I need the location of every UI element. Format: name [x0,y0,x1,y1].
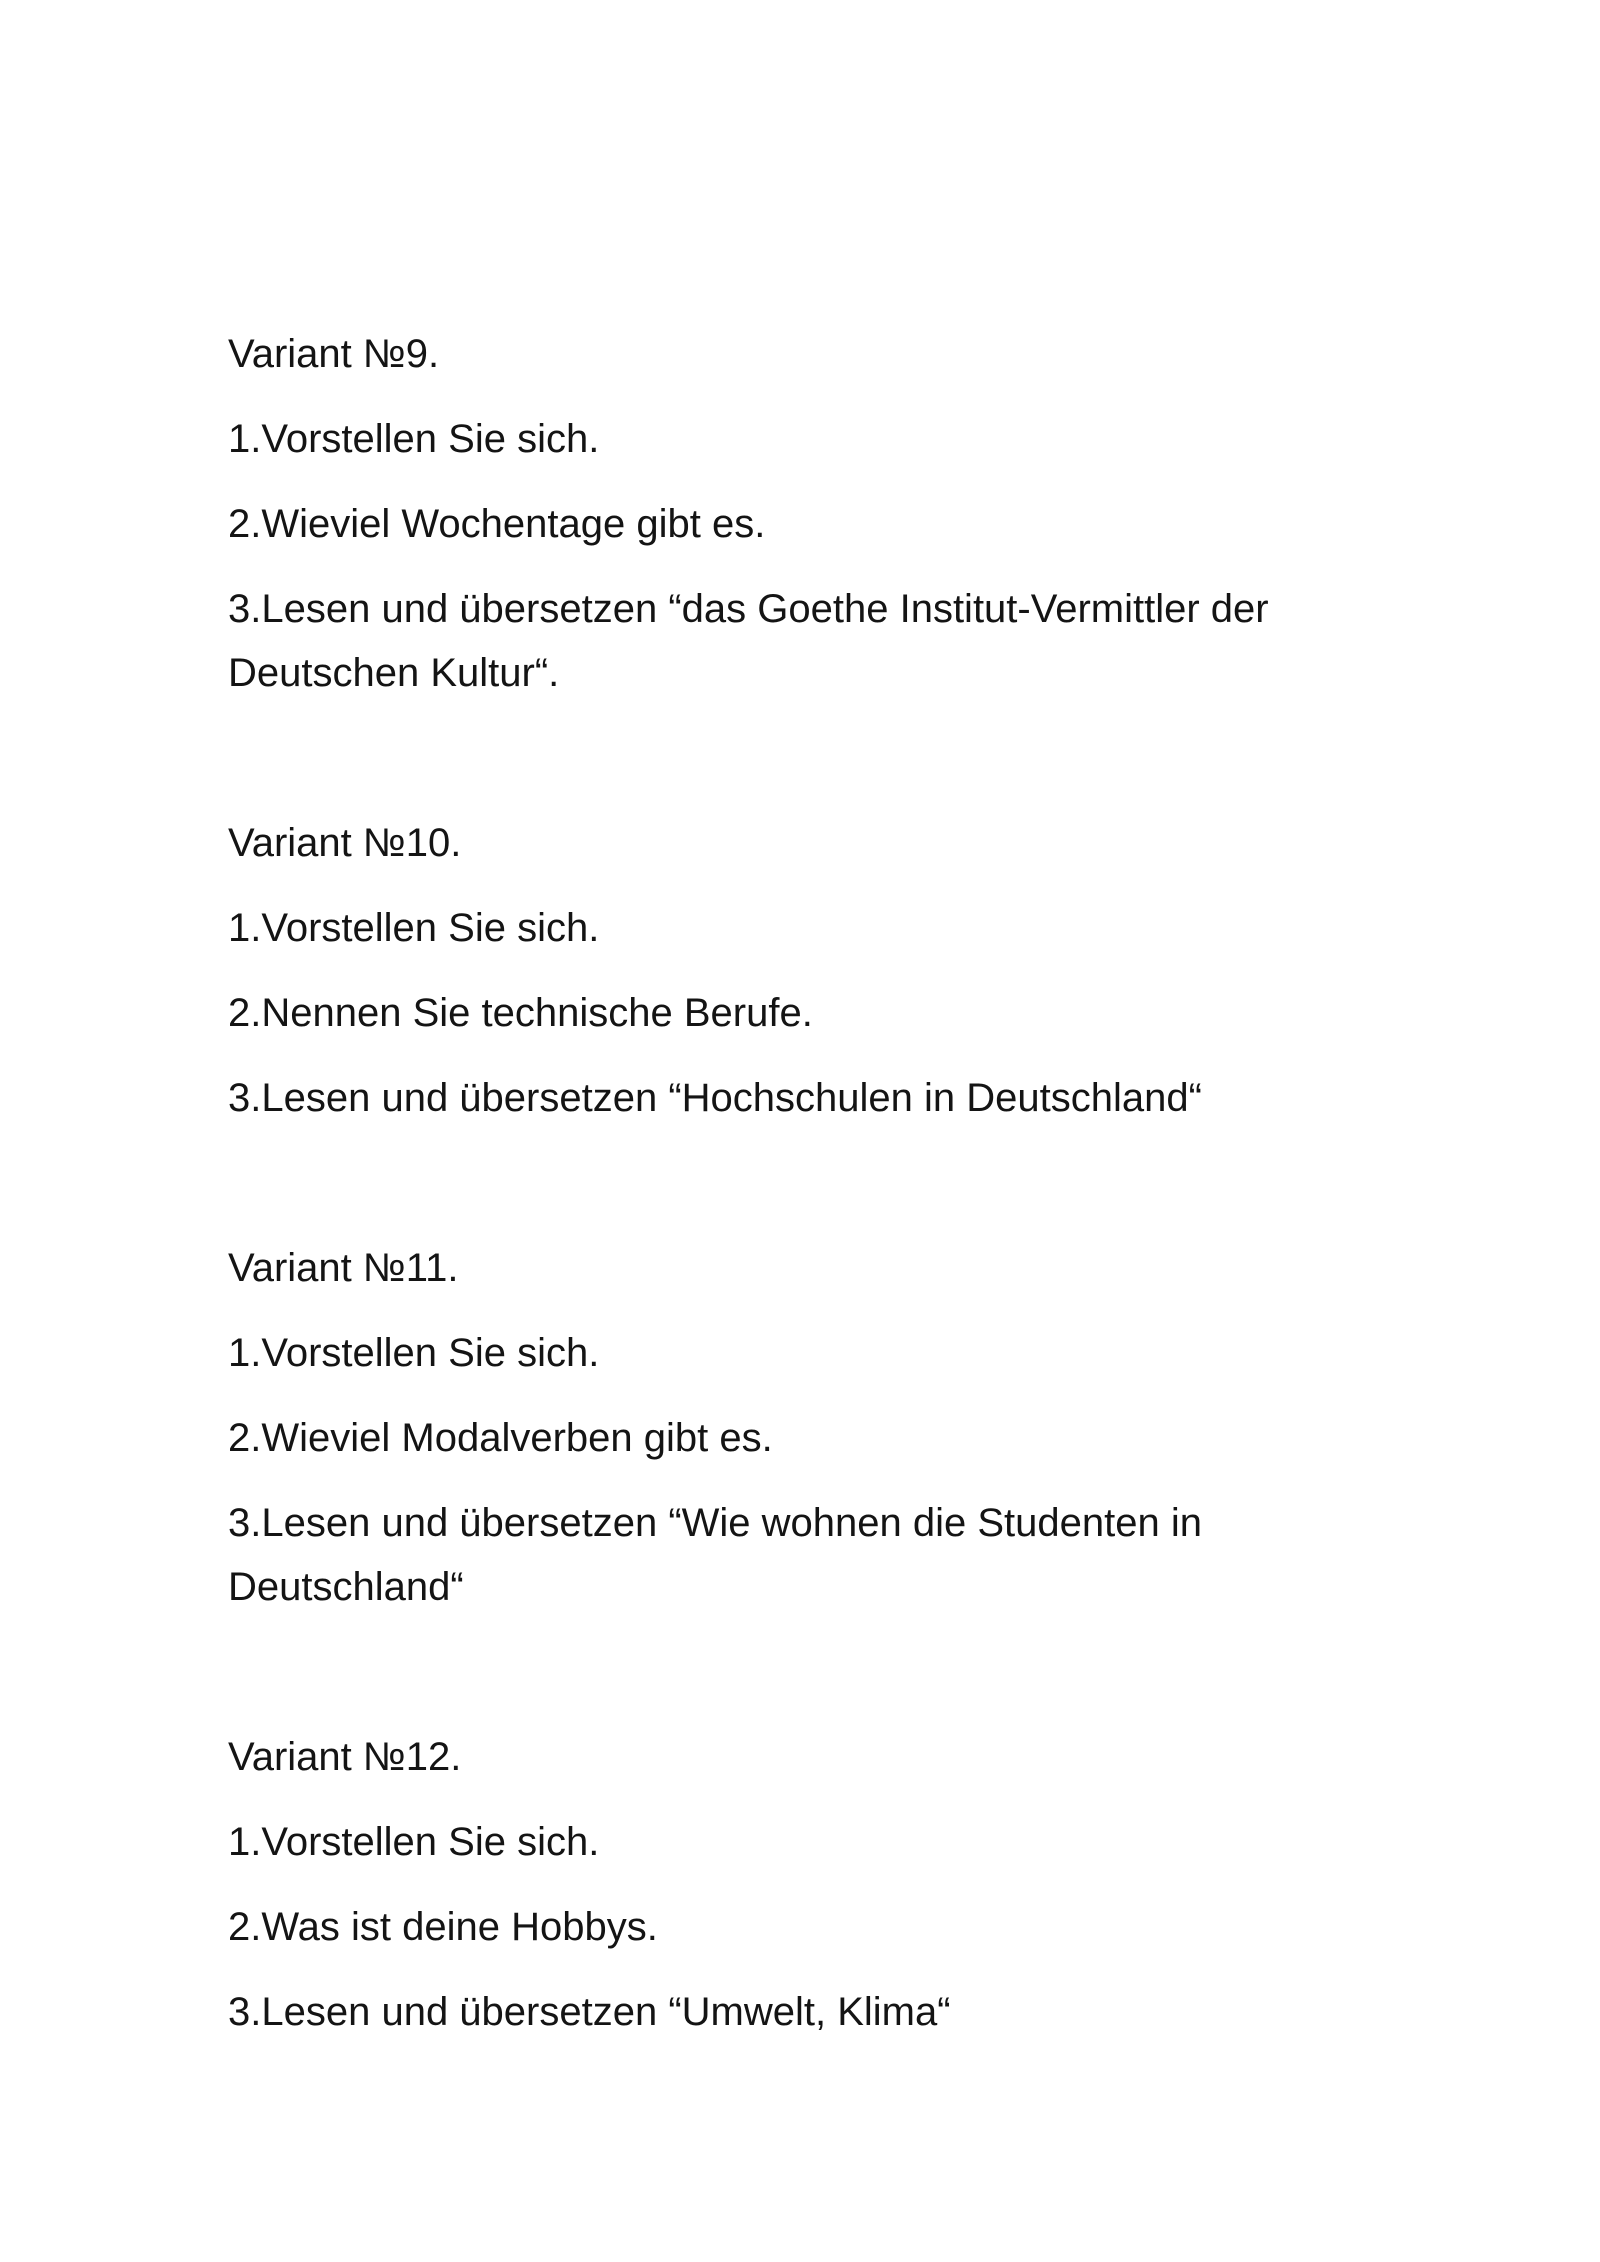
variant-title: Variant №12. [228,1735,462,1779]
document-body [228,322,1428,2044]
task-item: 3.Lesen und übersetzen “Umwelt, Klima“ [228,1990,951,2034]
variant-title: Variant №10. [228,821,462,865]
task-item: 2.Nennen Sie technische Berufe. [228,991,813,1035]
variant-title: Variant №9. [228,332,440,376]
task-item: 3.Lesen und übersetzen “das Goethe Institut-Vermittler der Deutschen Kultur“. [228,587,1269,695]
task-item: 1.Vorstellen Sie sich. [228,1820,600,1864]
task-item: 2.Wieviel Wochentage gibt es. [228,502,766,546]
variant-block-11 [228,1236,1428,1619]
task-item: 1.Vorstellen Sie sich. [228,906,600,950]
variant-block-9 [228,322,1428,705]
task-item: 1.Vorstellen Sie sich. [228,1331,600,1375]
task-item: 1.Vorstellen Sie sich. [228,417,600,461]
variant-block-10 [228,811,1428,1130]
task-item: 2.Was ist deine Hobbys. [228,1905,658,1949]
task-item: 3.Lesen und übersetzen “Wie wohnen die Studenten in Deutschland“ [228,1501,1203,1609]
task-item: 3.Lesen und übersetzen “Hochschulen in Deutschland“ [228,1076,1202,1120]
variant-title: Variant №11. [228,1246,459,1290]
task-item: 2.Wieviel Modalverben gibt es. [228,1416,773,1460]
variant-block-12 [228,1725,1428,2044]
